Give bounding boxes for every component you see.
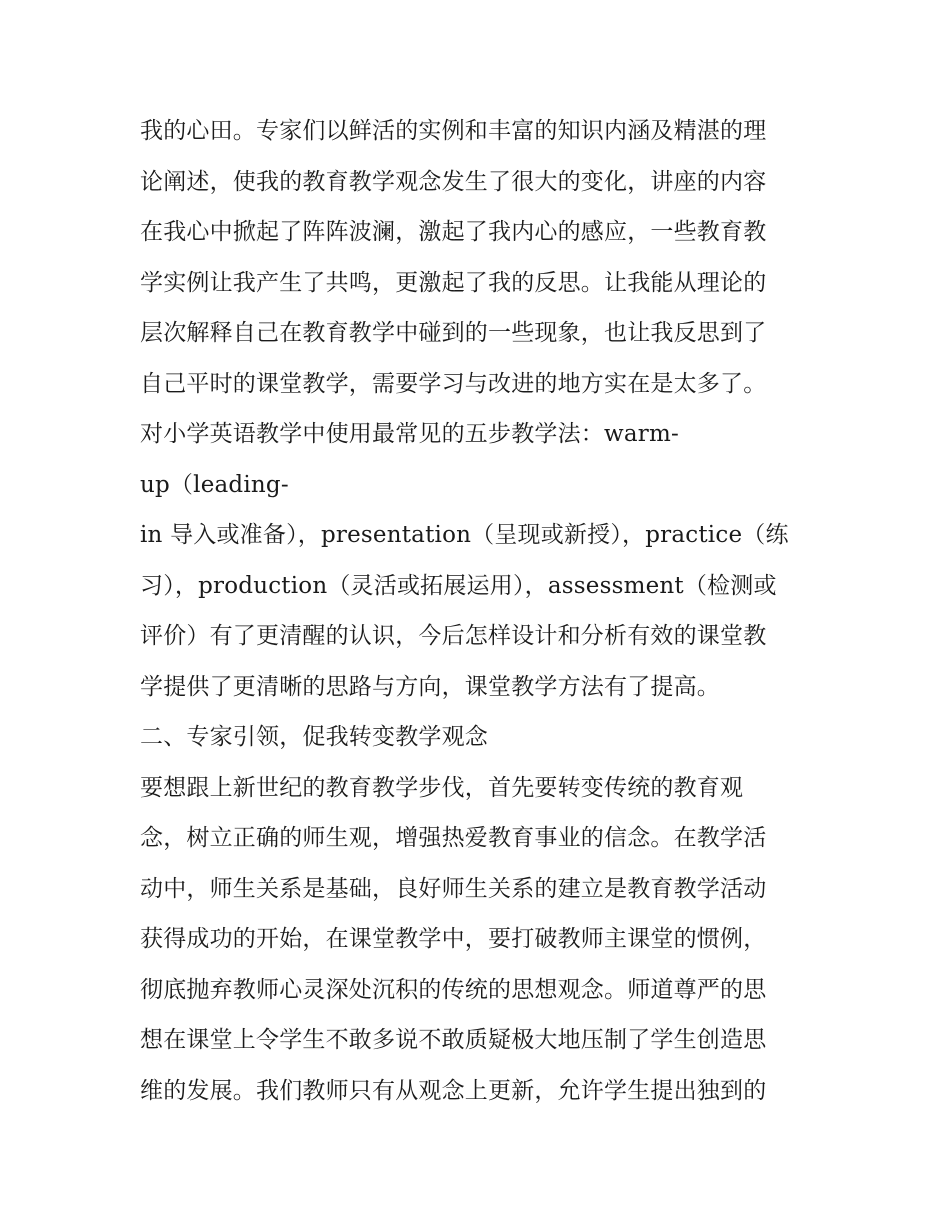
text-line: 彻底抛弃教师心灵深处沉积的传统的思想观念。师道尊严的思 <box>140 976 767 1003</box>
text-line: 评价）有了更清醒的认识，今后怎样设计和分析有效的课堂教 <box>140 623 767 649</box>
text-line: 念，树立正确的师生观，增强热爱教育事业的信念。在教学活 <box>140 825 767 851</box>
body-text <box>140 106 840 1116</box>
text-line: 自己平时的课堂教学，需要学习与改进的地方实在是太多了。 <box>140 370 767 397</box>
text-line: 获得成功的开始，在课堂教学中，要打破教师主课堂的惯例， <box>140 926 767 952</box>
text-line: 要想跟上新世纪的教育教学步伐，首先要转变传统的教育观 <box>140 774 744 801</box>
text-line: 对小学英语教学中使用最常见的五步教学法：warm- <box>140 421 679 447</box>
text-line: 层次解释自己在教育教学中碰到的一些现象，也让我反思到了 <box>140 320 767 346</box>
text-line: 我的心田。专家们以鲜活的实例和丰富的知识内涵及精湛的理 <box>140 118 767 144</box>
text-line: 学实例让我产生了共鸣，更激起了我的反思。让我能从理论的 <box>140 269 767 296</box>
text-line: 想在课堂上令学生不敢多说不敢质疑极大地压制了学生创造思 <box>140 1027 767 1053</box>
text-line: 维的发展。我们教师只有从观念上更新，允许学生提出独到的 <box>140 1077 767 1104</box>
text-line: 习），production（灵活或拓展运用），assessment（检测或 <box>140 572 777 599</box>
text-line: 在我心中掀起了阵阵波澜，激起了我内心的感应，一些教育教 <box>140 219 767 245</box>
text-line: 动中，师生关系是基础，良好师生关系的建立是教育教学活动 <box>140 875 767 902</box>
section-heading: 二、专家引领，促我转变教学观念 <box>140 724 488 750</box>
text-line: 论阐述，使我的教育教学观念发生了很大的变化，讲座的内容 <box>140 168 767 195</box>
text-line: 学提供了更清晰的思路与方向，课堂教学方法有了提高。 <box>140 673 720 700</box>
text-line: in 导入或准备），presentation（呈现或新授），practice（练 <box>140 522 789 548</box>
text-line: up（leading- <box>140 471 289 498</box>
